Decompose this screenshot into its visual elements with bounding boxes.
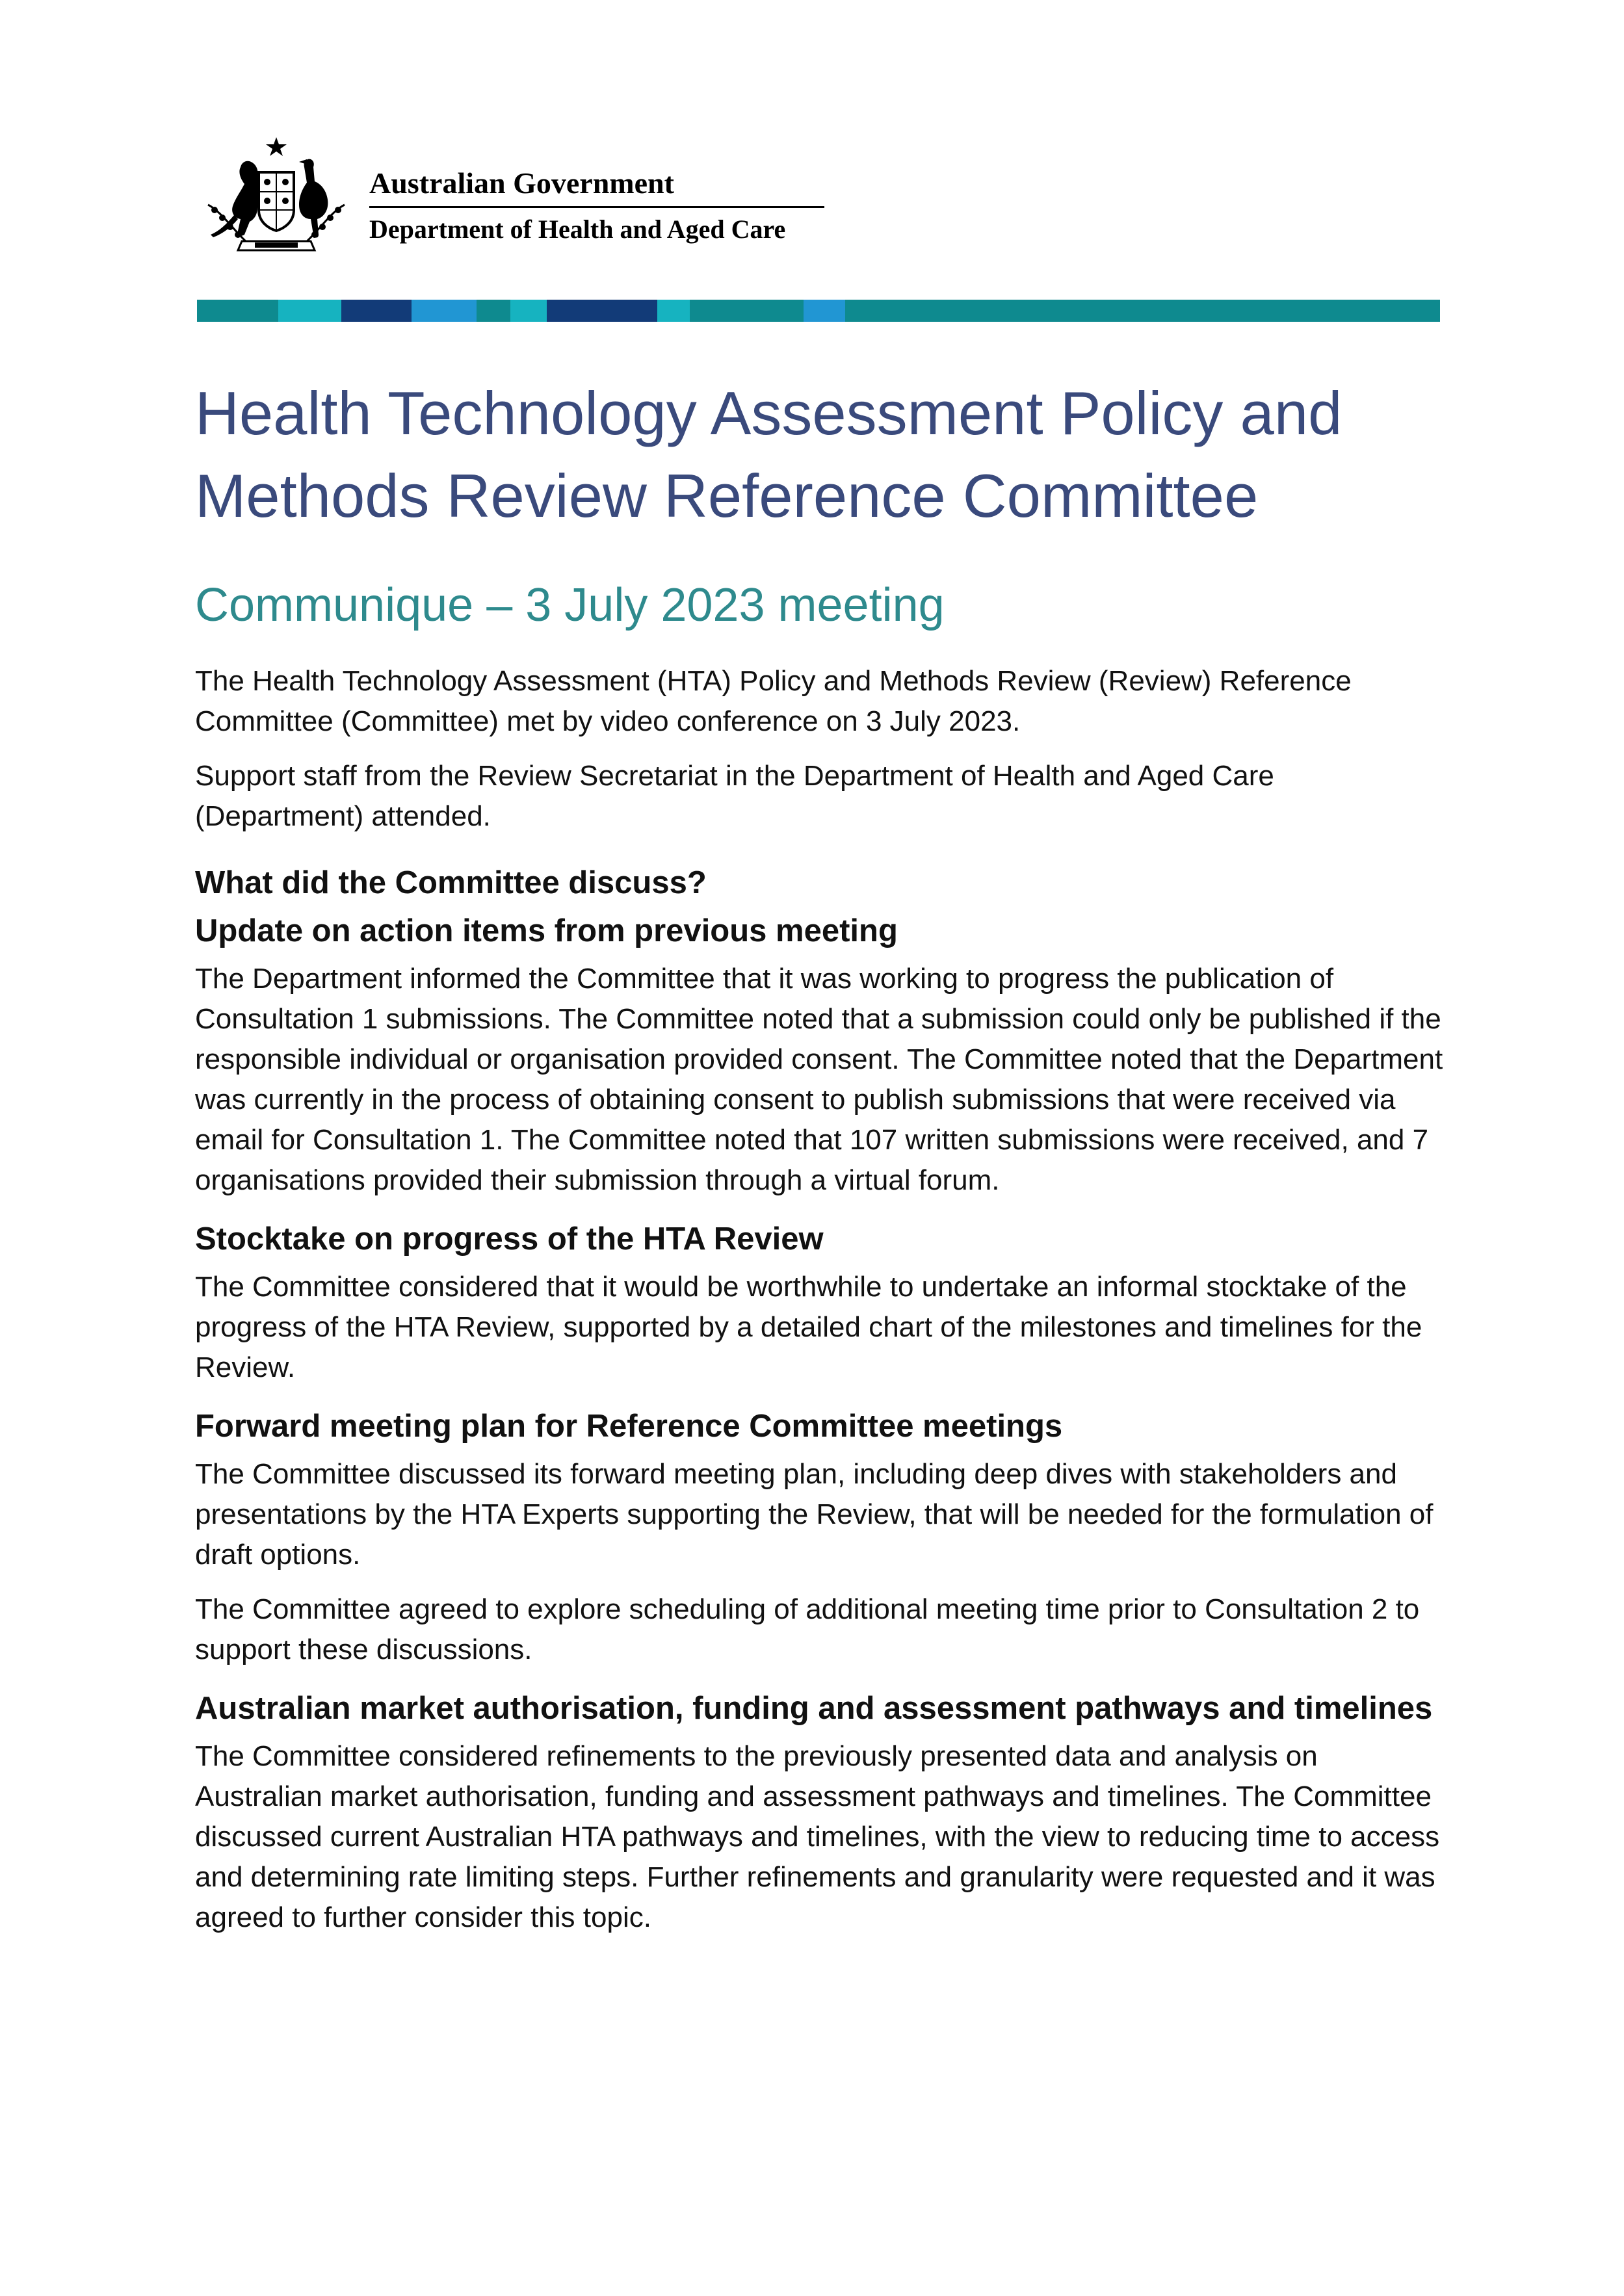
band-segment (657, 300, 690, 322)
section-paragraph: The Committee considered refinements to the previously presented data and analysis on Australian market authorisation, funding and assessment pathways and timelines. The Committee discussed current Australian HTA pathways and timelines, with the view to reducing time to access and determining rate limiting steps. Further refinements and granularity were requested and it was agreed to further consider this topic. (195, 1740, 1440, 1933)
section-heading: Australian market authorisation, funding and assessment pathways and timelines (195, 1691, 1433, 1726)
band-segment (690, 300, 804, 322)
logo-divider (369, 206, 824, 208)
discussion-heading: What did the Committee discuss? (195, 865, 707, 900)
document-body (195, 661, 1443, 1952)
band-segment (510, 300, 547, 322)
government-name: Australian Government (369, 166, 674, 200)
section-paragraph: The Department informed the Committee that it was working to progress the publication of Consultation 1 submissions. The Committee noted that a submission could only be published if the responsible individual or organisation provided consent. The Committee noted that the Department was currently in the process of obtaining consent to publish submissions that were received via email for Consultation 1. The Committee noted that 107 written submissions were received, and 7 organisations provided their submission through a virtual forum. (195, 963, 1443, 1196)
document-subtitle: Communique – 3 July 2023 meeting (195, 579, 945, 631)
band-segment (341, 300, 412, 322)
section-heading: Update on action items from previous meeting (195, 913, 898, 948)
coat-of-arms-icon (195, 133, 358, 257)
section-paragraph: The Committee agreed to explore scheduling of additional meeting time prior to Consultation 2 to support these discussions. (195, 1593, 1420, 1665)
department-name: Department of Health and Aged Care (369, 215, 786, 244)
header-color-band (197, 300, 1440, 322)
intro-paragraph: Support staff from the Review Secretariat in the Department of Health and Aged Care (Department) attended. (195, 760, 1274, 832)
section-paragraph: The Committee discussed its forward meeting plan, including deep dives with stakeholders and presentations by the HTA Experts supporting the Review, that will be needed for the formulation of draft options. (195, 1458, 1434, 1571)
band-segment (412, 300, 477, 322)
band-segment (804, 300, 845, 322)
section-heading: Forward meeting plan for Reference Committee meetings (195, 1409, 1063, 1444)
section-paragraph: The Committee considered that it would be worthwhile to undertake an informal stocktake of the progress of the HTA Review, supported by a detailed chart of the milestones and timelines for the Review. (195, 1271, 1422, 1383)
document-title: Health Technology Assessment Policy and Methods Review Reference Committee (195, 379, 1342, 530)
intro-paragraph: The Health Technology Assessment (HTA) Policy and Methods Review (Review) Reference Committee (Committee) met by video conference on 3 July 2023. (195, 665, 1352, 737)
band-segment (197, 300, 278, 322)
band-segment (547, 300, 657, 322)
section-heading: Stocktake on progress of the HTA Review (195, 1221, 824, 1257)
government-logo (195, 133, 832, 257)
band-segment (477, 300, 510, 322)
band-segment (845, 300, 1440, 322)
band-segment (278, 300, 341, 322)
